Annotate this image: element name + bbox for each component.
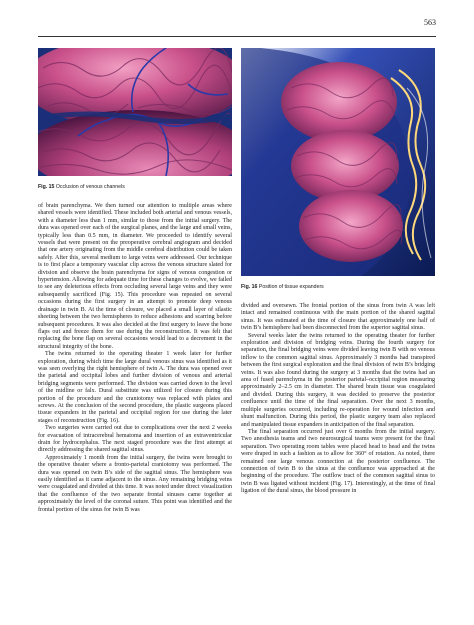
header-rule [38,36,436,37]
twin-heads-expanders-illustration [241,48,435,276]
left-column [38,48,232,514]
paragraph: divided and oversewn. The frontal portion of the sinus from twin A was left intact and remained continuous with the main portion of the shared sagittal sinus. It was estimated at the time of closure that approximately one half of twin B’s hemisphere had been disconnected from the superior sagittal sinus. [241,303,435,332]
paragraph: Approximately 1 month from the initial surgery, the twins were brought to the operative theater where a fronto-parietal craniotomy was performed. The dura was opened on twin B’s side of the sagittal sinus. The hemisphere was easily identified as it came adjacent to the sinus. Any remaining bridging veins were coagulated and divided at this time. It was noted under direct visualization that the confluence of the two separate frontal sinuses came together at approximately the level of the coronal suture. This point was identified and the frontal portion of the sinus for twin B was [38,454,232,513]
paragraph: The twins returned to the operating theater 1 week later for further exploration, during which time the large dural venous sinus was identified as it was seen overlying the right hemisphere of twin A. The dura was opened over the parietal and occipital lobes and further division of venous and arterial bridging segments were performed. The division was carried down to the level of the midline or falx. Dural substitute was utilized for closure during this portion of the procedure and the craniotomy was replaced with plates and screws. At the conclusion of the second procedure, the plastic surgeons placed tissue expanders in the parietal and occipital region for use during the later stages of reconstruction (Fig. 16). [38,351,232,424]
figure-16-caption-text: Position of tissue expanders [258,284,324,290]
page-number: 563 [424,18,436,27]
figure-16-caption [241,284,435,291]
figure-16-label: Fig. 16 [241,284,258,290]
figure-15-caption-text: Occlusion of venous channels [55,184,125,190]
right-column-text [241,303,435,496]
figure-15-caption [38,184,232,191]
paragraph: of brain parenchyma. We then turned our attention to multiple areas where shared vessels were identified. These included both arterial and venous vessels, with a diameter less than 1 mm, similar to those from the initial surgery. The dura was opened over each of the surgical planes, and the large and small veins, typically less than 0.5 mm, in diameter. We proceeded to identify several vessels that were present on the preoperative cerebral angiogram and decided that one artery originating from the middle cerebral distribution could be taken safely. After this, several medium to large veins were addressed. Our technique is to first place a temporary vascular clip across the venous structure slated for division and observe the brain parenchyma for signs of venous congestion or hypertension. Allowing for adequate time for these changes to evolve, we failed to see any deleterious effects from occluding several large veins and they were subsequently sacrificed (Fig. 15). This procedure was repeated on several occasions during the first surgery in an attempt to promote deep venous drainage in twin B. At the time of closure, we placed a small layer of silastic sheeting between the two hemispheres to reduce adhesions and scarring before subsequent procedures. It was also decided at the first surgery to leave the bone flaps out and freeze them for use during the reconstruction. It was felt that replacing the bone flap on several occasions would lead to a decrement in the structural integrity of the bone. [38,203,232,350]
right-column [241,48,435,496]
paragraph: The final separation occurred just over 6 months from the initial surgery. Two anesthesia teams and two neurosurgical teams were present for the final separation. Two operating room tables were placed head to head and the twins were draped in such a fashion as to allow for 360° of rotation. As noted, there remained one large venous connection at the posterior confluence. The connection of twin B to the sinus at the confluence was approached at the beginning of the procedure. The outflow tract of the common sagittal sinus to twin B was ligated without incident (Fig. 17). Interestingly, at the time of final ligation of the dural sinus, the blood pressure in [241,428,435,495]
figure-15-label: Fig. 15 [38,184,55,190]
paragraph: Several weeks later the twins returned to the operating theater for further exploration and division of bridging veins. During the fourth surgery for separation, the final bridging veins were divided leaving twin B with no venous inflow to the common sagittal sinus. Approximately 3 months had transpired between the first surgical exploration and the final division of twin B’s bridging veins. It was also found during the surgery at 3 months that the twins had an area of fused parenchyma in the posterior parietal–occipital region measuring approximately 2–2.5 cm in diameter. The shared brain tissue was coagulated and divided. During this surgery, it was decided to preserve the posterior confluence until the time of the final separation. Over the next 3 months, multiple surgeries occurred, including re-operation for wound infection and shunt malfunction. During this period, the plastic surgery team also replaced and manipulated tissue expanders in anticipation of the final separation. [241,332,435,428]
brain-surface-illustration [38,48,232,176]
figure-15-image [38,48,232,176]
paragraph: Two surgeries were carried out due to complications over the next 2 weeks for evacuation of intracerebral hematoma and insertion of an extraventricular drain for hydrocephalus. The next staged procedure was the first attempt at directly addressing the shared sagittal sinus. [38,425,232,454]
left-column-text [38,203,232,514]
figure-16-image [241,48,435,276]
